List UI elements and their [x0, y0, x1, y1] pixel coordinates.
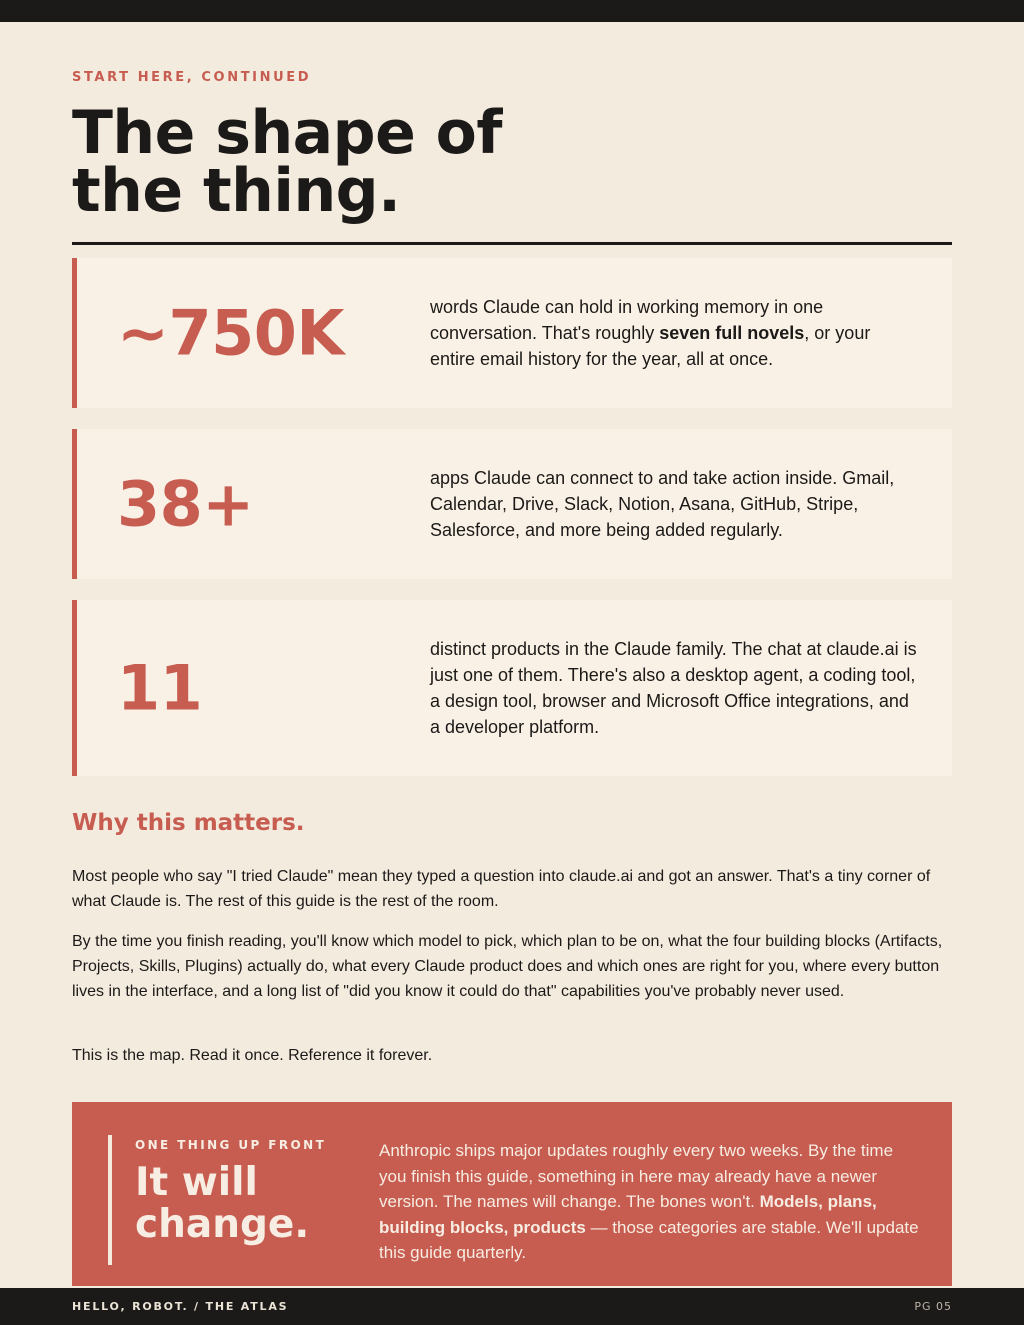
body-paragraph: Most people who say "I tried Claude" mean they typed a question into claude.ai and got an answer. That's a tiny corner of what Claude is. The rest of this guide is the rest of the room. — [72, 868, 931, 910]
stat-card-products — [72, 600, 952, 776]
stat-number: ~750K — [117, 296, 344, 370]
callout-box — [72, 1102, 952, 1286]
callout-accent-bar — [108, 1135, 112, 1265]
stat-text-bold: seven full novels — [659, 323, 805, 343]
callout-title-line-2: change. — [135, 1202, 310, 1247]
stat-card-apps — [72, 429, 952, 579]
section-heading: Why this matters. — [72, 810, 305, 836]
page-title — [72, 98, 672, 226]
callout-text-part: Anthropic ships major updates roughly every two weeks. By the time you finish this guide, something in here may already have a newer version. The names will change. The bones won't. — [379, 1141, 894, 1211]
stat-card-context — [72, 258, 952, 408]
footer — [0, 1288, 1024, 1325]
stat-description — [430, 294, 920, 372]
body-paragraph: By the time you finish reading, you'll know which model to pick, which plan to be on, what the four building blocks (Artifacts, Projects, Skills, Plugins) actually do, what every Claude product does and which ones are right for you, where every button lives in the interface, and a long list of "did you know it could do that" capabilities you've probably never used. — [72, 933, 943, 1000]
callout-title — [135, 1162, 365, 1246]
stat-number: 11 — [117, 651, 203, 725]
page-title-line-1: The shape of — [72, 98, 502, 168]
page-title-line-2: the thing. — [72, 156, 401, 226]
callout-text-bold: Models, plans, building blocks, products — [379, 1192, 877, 1237]
top-bar — [0, 0, 1024, 22]
page-number: PG 05 — [914, 1300, 952, 1313]
stat-description: apps Claude can connect to and take action inside. Gmail, Calendar, Drive, Slack, Notion, Asana, GitHub, Stripe, Salesforce, and more being added regularly. — [430, 468, 895, 540]
callout-text — [379, 1138, 924, 1266]
callout-title-line-1: It will — [135, 1160, 258, 1205]
stat-text: words Claude can hold in working memory in one conversation. That's roughly — [430, 297, 824, 343]
stat-number: 38+ — [117, 467, 254, 541]
stat-description: distinct products in the Claude family. The chat at claude.ai is just one of them. There's also a desktop agent, a coding tool, a design tool, browser and Microsoft Office integrations, and a developer platform. — [430, 639, 917, 737]
stat-text: , or your entire email history for the year, all at once. — [430, 323, 871, 369]
body-paragraph: This is the map. Read it once. Reference it forever. — [72, 1047, 433, 1064]
title-divider — [72, 242, 952, 245]
callout-eyebrow: ONE THING UP FRONT — [135, 1138, 327, 1152]
footer-publication: HELLO, ROBOT. / THE ATLAS — [72, 1300, 289, 1313]
callout-text-part: — those categories are stable. We'll update this guide quarterly. — [379, 1217, 919, 1262]
section-eyebrow: START HERE, CONTINUED — [72, 70, 312, 85]
